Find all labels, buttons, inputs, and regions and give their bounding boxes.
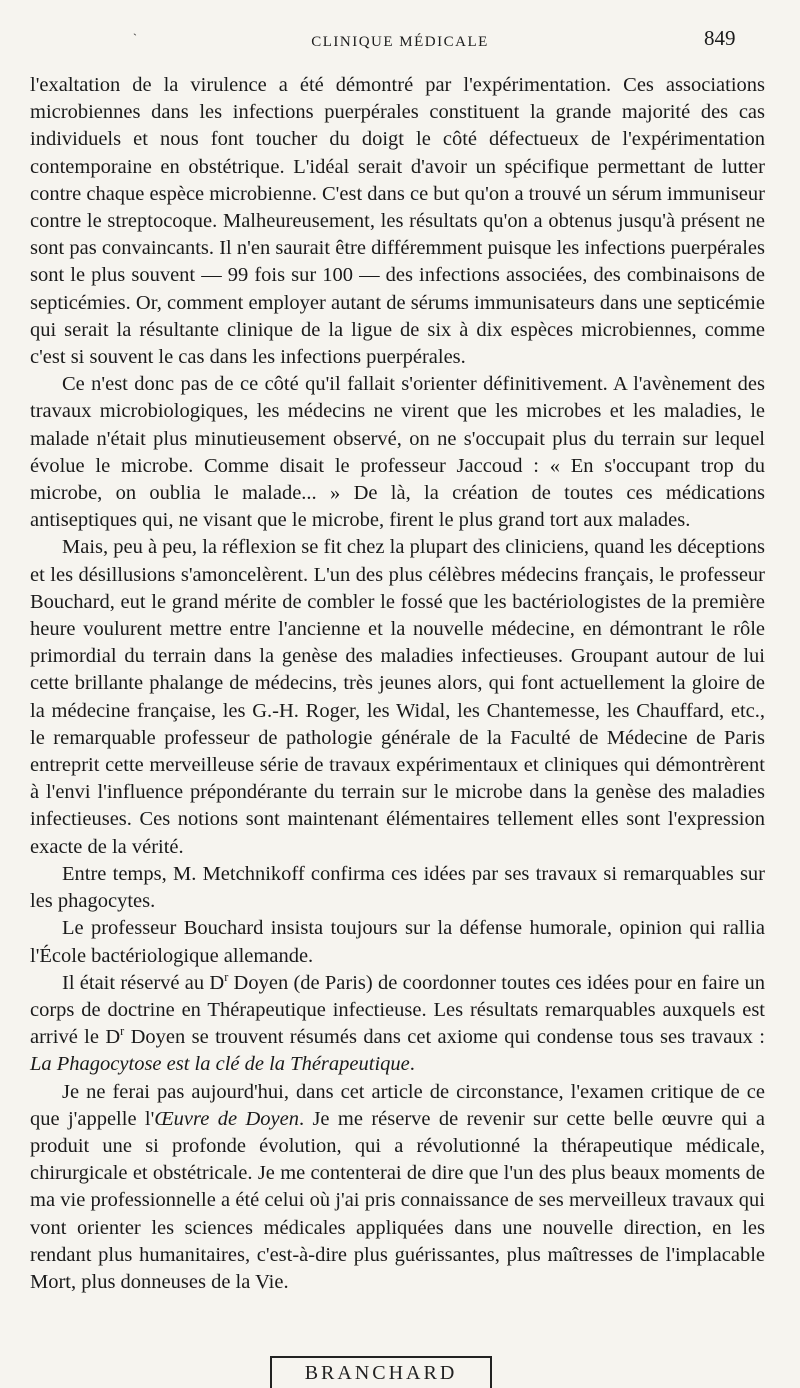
paragraph-6 <box>30 970 765 1079</box>
paragraph-7-part-b: . Je me réserve de revenir sur cette belle œuvre qui a produit une si profonde évolution, qui a révolutionné la thérapeutique médicale, chirurgicale et obstétricale. Je me contenterai de dire que l'un des plus beaux moments de ma vie professionnelle a été celui où j'ai pris connaissance de ses merveilleux travaux qui vont orienter les sciences médicales appliquées dans une nouvelle direction, en les rendant plus humanitaires, c'est-à-dire plus guérissantes, plus maîtresses de l'implacable Mort, plus donneuses de la Vie. <box>30 1107 765 1293</box>
superscript-r-1: r <box>224 969 229 984</box>
paragraph-7 <box>30 1079 765 1297</box>
page-number: 849 <box>704 26 736 50</box>
running-title: CLINIQUE MÉDICALE <box>311 34 489 50</box>
paragraph-1: l'exaltation de la virulence a été démontré par l'expérimentation. Ces associations microbiennes dans les infections puerpérales constituent la grande majorité des cas individuels et nous font toucher du doigt le côté défectueux de l'expérimentation contemporaine en obstétrique. L'idéal serait d'avoir un spécifique permettant de lutter contre chaque espèce microbienne. C'est dans ce but qu'on a trouvé un sérum immuniseur contre le streptocoque. Malheureusement, les résultats qu'on a obtenus jusqu'à présent ne sont pas convaincants. Il n'en saurait être différemment puisque les infections puerpérales sont le plus souvent — 99 fois sur 100 — des infections associées, des combinaisons de septicémies. Or, comment employer autant de sérums immunisateurs dans une septicémie qui serait la résultante clinique de la ligue de six à dix espèces microbiennes, comme c'est si souvent le cas dans les infections puerpérales. <box>30 74 765 369</box>
library-stamp: BRANCHARD <box>270 1356 492 1388</box>
body-text <box>30 72 765 1296</box>
oeuvre-title-italic: Œuvre de Doyen <box>154 1107 299 1130</box>
axiom-italic: La Phagocytose est la clé de la Thérapeutique <box>30 1053 410 1076</box>
paragraph-2: Ce n'est donc pas de ce côté qu'il fallait s'orienter définitivement. A l'avènement des travaux microbiologiques, les médecins ne virent que les microbes et les maladies, le malade n'était plus minutieusement observé, on ne s'occupait plus du terrain sur lequel évolue le microbe. Comme disait le professeur Jaccoud : « En s'occupant trop du microbe, on oublia le malade... » De là, la création de toutes ces médications antiseptiques qui, ne visant que le microbe, firent le plus grand tort aux malades. <box>30 373 765 532</box>
superscript-r-2: r <box>120 1024 125 1039</box>
paragraph-5: Le professeur Bouchard insista toujours sur la défense humorale, opinion qui rallia l'École bactériologique allemande. <box>30 917 765 967</box>
paragraph-6-part-d: . <box>409 1053 415 1076</box>
paragraph-3: Mais, peu à peu, la réflexion se fit chez la plupart des cliniciens, quand les déceptions et les désillusions s'amoncelèrent. L'un des plus célèbres médecins français, le professeur Bouchard, eut le grand mérite de combler le fossé que les bactériologistes de la première heure voulurent mettre entre l'ancienne et la nouvelle médecine, en démontrant le rôle primordial du terrain dans la genèse des maladies infectieuses. Groupant autour de lui cette brillante phalange de médecins, très jeunes alors, qui font actuellement la gloire de la médecine française, les G.-H. Roger, les Widal, les Chantemesse, les Chauffard, etc., le remarquable professeur de pathologie générale de la Faculté de Médecine de Paris entreprit cette merveilleuse série de travaux expérimentaux et cliniques qui démontrèrent à l'envi l'influence prépondérante du terrain sur le microbe dans la genèse des maladies infectieuses. Ces notions sont maintenant élémentaires tellement elles sont l'expression exacte de la vérité. <box>30 536 765 858</box>
header-mark: ` <box>133 31 137 45</box>
paragraph-6-part-c: Doyen se trouvent résumés dans cet axiome qui condense tous ses travaux : <box>124 1026 765 1049</box>
paragraph-7-part-a: Je ne ferai pas aujourd'hui, dans cet article de circonstance, l'examen critique de ce que j'appelle l' <box>30 1080 765 1130</box>
paragraph-6-part-b: Doyen (de Paris) de coordonner toutes ces idées pour en faire un corps de doctrine en Thérapeutique infectieuse. Les résultats remarquables auxquels est arrivé le D <box>30 971 766 1049</box>
paragraph-6-part-a: Il était réservé au D <box>62 971 225 994</box>
paragraph-4: Entre temps, M. Metchnikoff confirma ces idées par ses travaux si remarquables sur les phagocytes. <box>30 862 765 913</box>
